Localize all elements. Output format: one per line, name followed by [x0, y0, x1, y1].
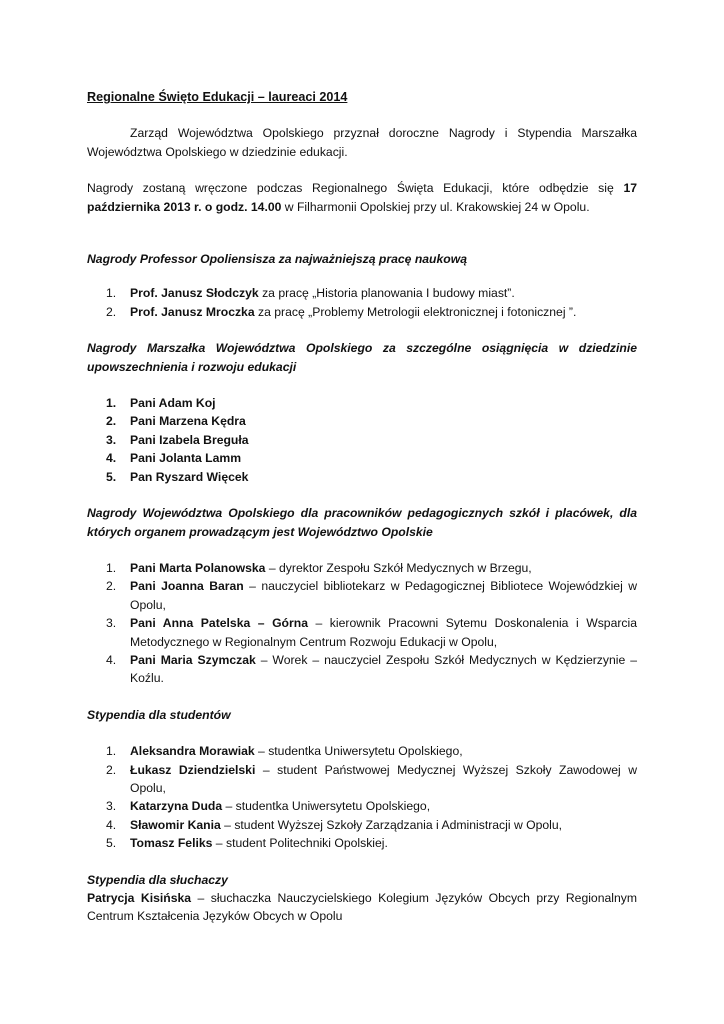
list-number: 5.: [106, 469, 117, 484]
list-item: [87, 431, 637, 449]
laureate-name: Prof. Janusz Słodczyk: [130, 286, 259, 301]
list-number: 4.: [106, 652, 117, 667]
section-heading-professor-opoliensis: Nagrody Professor Opoliensisza za najważniejszą pracę naukową: [87, 252, 467, 267]
intro-paragraph-2: [87, 179, 637, 216]
listener-stipend-paragraph: [87, 889, 637, 926]
list-item: [87, 742, 637, 760]
laureate-name: Katarzyna Duda: [130, 799, 223, 814]
list-number: 3.: [106, 432, 117, 447]
section-heading-teacher-awards: Nagrody Województwa Opolskiego dla pracowników pedagogicznych szkół i placówek, dla których organem prowadzącym jest Województwo Opolskie: [87, 506, 637, 539]
laureate-description: – nauczyciel bibliotekarz w Pedagogicznej Bibliotece Wojewódzkiej w Opolu,: [130, 579, 637, 612]
laureate-name: Pani Maria Szymczak: [130, 652, 256, 667]
laureate-name: Pani Joanna Baran: [130, 579, 244, 594]
list-number: 3.: [106, 616, 117, 631]
list-item: [87, 468, 637, 486]
laureate-name: Pani Adam Koj: [130, 396, 216, 411]
list-item: [87, 834, 637, 852]
laureate-name: Łukasz Dziendzielski: [130, 762, 256, 777]
list-number: 2.: [106, 579, 117, 594]
list-number: 2.: [106, 762, 117, 777]
document-title: Regionalne Święto Edukacji – laureaci 2014: [87, 90, 348, 104]
laureate-description: – student Państwowej Medycznej Wyższej Szkoły Zawodowej w Opolu,: [130, 762, 637, 795]
laureate-description: za pracę „Historia planowania I budowy miast”.: [258, 286, 515, 301]
laureate-name: Pani Marzena Kędra: [130, 414, 246, 429]
list-item: [87, 303, 637, 321]
list-item: [87, 577, 637, 614]
laureate-name: Pani Izabela Breguła: [130, 432, 249, 447]
laureate-name: Pani Marta Polanowska: [130, 560, 266, 575]
section-heading-listener-stipends: Stypendia dla słuchaczy: [87, 872, 228, 887]
list-item: [87, 412, 637, 430]
laureate-description: – kierownik Pracowni Sytemu Doskonalenia i Wsparcia Metodycznego w Regionalnym Centrum Rozwoju Edukacji w Opolu,: [130, 616, 637, 649]
intro-paragraph-2-start: Nagrody zostaną wręczone podczas Regionalnego Święta Edukacji, które odbędzie się: [87, 181, 624, 196]
list-number: 4.: [106, 451, 117, 466]
list-number: 1.: [106, 396, 117, 411]
laureate-description: – student Wyższej Szkoły Zarządzania i Administracji w Opolu,: [220, 817, 563, 832]
laureate-name: Aleksandra Morawiak: [130, 744, 255, 759]
event-date: 17 października 2013 r. o godz. 14.00: [87, 181, 637, 214]
laureate-name: Prof. Janusz Mroczka: [130, 304, 255, 319]
intro-paragraph-1: Zarząd Województwa Opolskiego przyznał doroczne Nagrody i Stypendia Marszałka Województwa Opolskiego w dziedzinie edukacji.: [87, 126, 637, 159]
laureate-description: za pracę „Problemy Metrologii elektronicznej i fotonicznej ”.: [254, 304, 577, 319]
teacher-awards-list: [87, 559, 637, 688]
laureate-description: – studentka Uniwersytetu Opolskiego,: [222, 799, 431, 814]
laureate-name: Pani Anna Patelska – Górna: [130, 616, 308, 631]
list-item: [87, 284, 637, 302]
laureate-description: – Worek – nauczyciel Zespołu Szkół Medycznych w Kędzierzynie – Koźlu.: [130, 652, 637, 686]
laureate-description: – słuchaczka Nauczycielskiego Kolegium Języków Obcych przy Regionalnym Centrum Kształcenia Języków Obcych w Opolu: [87, 891, 637, 924]
section-heading-marszalek-awards: Nagrody Marszałka Województwa Opolskiego za szczególne osiągnięcia w dziedzinie upowszechnienia i rozwoju edukacji: [87, 341, 637, 374]
list-number: 1.: [106, 286, 117, 301]
list-item: [87, 761, 637, 798]
laureate-name: Sławomir Kania: [130, 817, 221, 832]
intro-paragraph-2-end: w Filharmonii Opolskiej przy ul. Krakowskiej 24 w Opolu.: [281, 199, 590, 214]
list-item: [87, 449, 637, 467]
list-number: 4.: [106, 817, 117, 832]
list-number: 2.: [106, 414, 117, 429]
list-number: 1.: [106, 560, 117, 575]
marszalek-awards-list: [87, 394, 637, 486]
list-item: [87, 394, 637, 412]
list-number: 5.: [106, 836, 117, 851]
list-item: [87, 816, 637, 834]
laureate-name: Patrycja Kisińska: [87, 891, 192, 905]
laureate-name: Tomasz Feliks: [130, 836, 213, 851]
list-item: [87, 797, 637, 815]
laureate-description: – dyrektor Zespołu Szkół Medycznych w Brzegu,: [265, 560, 532, 575]
list-item: [87, 614, 637, 651]
professor-opoliensis-list: [87, 284, 637, 321]
list-number: 1.: [106, 744, 117, 759]
list-number: 2.: [106, 304, 117, 319]
list-item: [87, 559, 637, 577]
laureate-name: Pani Jolanta Lamm: [130, 451, 242, 466]
laureate-name: Pan Ryszard Więcek: [130, 469, 249, 484]
laureate-description: – studentka Uniwersytetu Opolskiego,: [254, 744, 463, 759]
student-stipends-list: [87, 742, 637, 852]
list-number: 3.: [106, 799, 117, 814]
laureate-description: – student Politechniki Opolskiej.: [212, 836, 388, 851]
section-heading-student-stipends: Stypendia dla studentów: [87, 707, 231, 722]
list-item: [87, 651, 637, 688]
